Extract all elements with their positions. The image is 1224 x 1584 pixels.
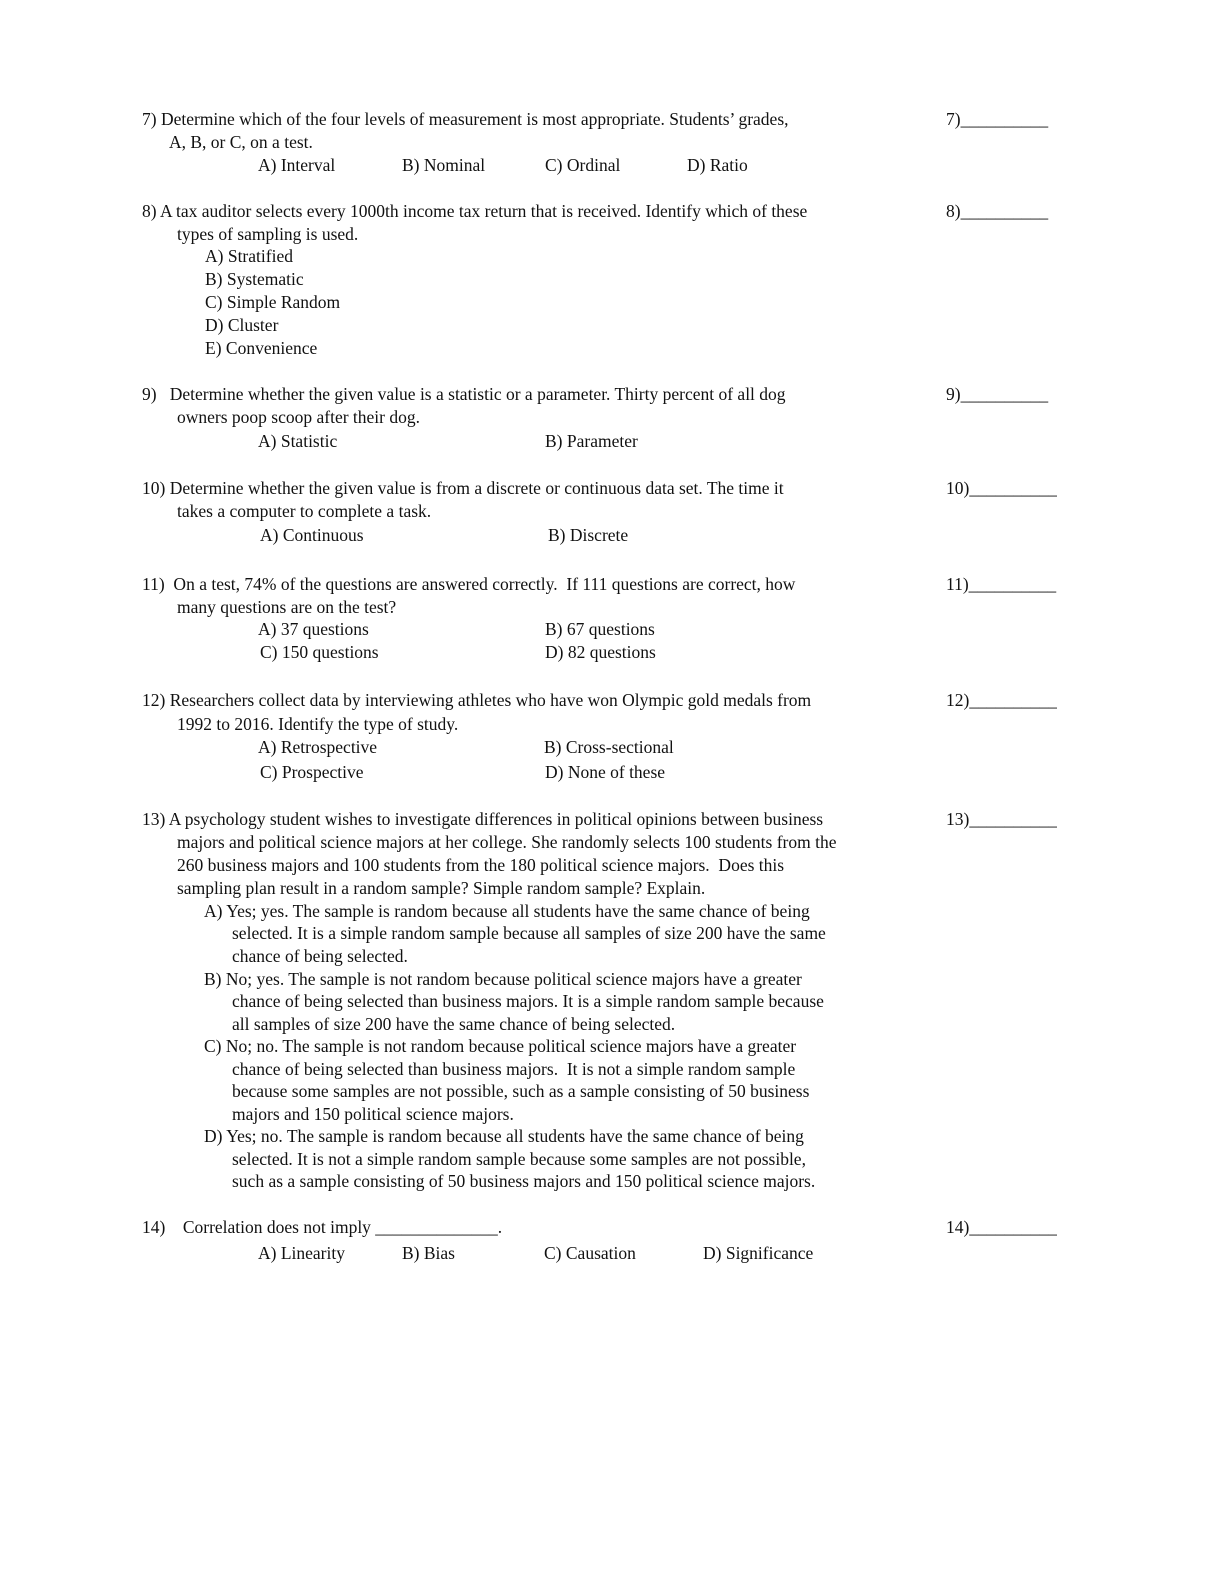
option-b-text: all samples of size 200 have the same chance of being selected. — [232, 1014, 676, 1034]
answer-blank[interactable]: 8)__________ — [946, 201, 1049, 221]
question-stem: 11) On a test, 74% of the questions are answered correctly. If 111 questions are correct, how — [142, 574, 796, 594]
option-d-text: selected. It is not a simple random sample because some samples are not possible, — [232, 1149, 806, 1169]
question-stem: 14) Correlation does not imply ______________. — [142, 1217, 503, 1237]
option-c: C) Causation — [544, 1243, 636, 1263]
question-stem: sampling plan result in a random sample? Simple random sample? Explain. — [177, 878, 706, 898]
option-a: A) 37 questions — [258, 619, 369, 639]
option-c-text: majors and 150 political science majors. — [232, 1104, 514, 1124]
question-stem: many questions are on the test? — [177, 597, 397, 617]
question-stem: 12) Researchers collect data by interviewing athletes who have won Olympic gold medals from — [142, 690, 812, 710]
option-d: D) Significance — [703, 1243, 814, 1263]
option-b: B) No; yes. The sample is not random because political science majors have a greater — [204, 969, 802, 989]
option-d: D) None of these — [545, 762, 666, 782]
option-b: B) Nominal — [402, 155, 486, 175]
option-a-text: chance of being selected. — [232, 946, 408, 966]
option-e: E) Convenience — [205, 338, 318, 358]
option-c: C) Ordinal — [545, 155, 621, 175]
option-b: B) Systematic — [205, 269, 304, 289]
option-b-text: chance of being selected than business majors. It is a simple random sample because — [232, 991, 824, 1011]
option-c: C) Simple Random — [205, 292, 341, 312]
question-stem: 9) Determine whether the given value is a statistic or a parameter. Thirty percent of all dog — [142, 384, 786, 404]
answer-blank[interactable]: 14)__________ — [946, 1217, 1057, 1237]
option-a: A) Linearity — [258, 1243, 345, 1263]
option-d: D) Cluster — [205, 315, 279, 335]
question-stem: majors and political science majors at her college. She randomly selects 100 students from the — [177, 832, 837, 852]
option-a: A) Continuous — [260, 525, 364, 545]
question-stem: A, B, or C, on a test. — [169, 132, 313, 152]
answer-blank[interactable]: 12)__________ — [946, 690, 1057, 710]
answer-blank[interactable]: 13)__________ — [946, 809, 1057, 829]
option-c-text: because some samples are not possible, such as a sample consisting of 50 business — [232, 1081, 810, 1101]
option-d-text: such as a sample consisting of 50 business majors and 150 political science majors. — [232, 1171, 816, 1191]
question-stem: 260 business majors and 100 students from the 180 political science majors. Does this — [177, 855, 785, 875]
answer-blank[interactable]: 9)__________ — [946, 384, 1049, 404]
option-b: B) Discrete — [548, 525, 629, 545]
option-c: C) 150 questions — [260, 642, 379, 662]
option-d: D) 82 questions — [545, 642, 656, 662]
question-stem: 8) A tax auditor selects every 1000th income tax return that is received. Identify which of these — [142, 201, 808, 221]
option-a: A) Yes; yes. The sample is random because all students have the same chance of being — [204, 901, 810, 921]
question-stem: types of sampling is used. — [177, 224, 359, 244]
option-a-text: selected. It is a simple random sample because all samples of size 200 have the same — [232, 923, 826, 943]
answer-blank[interactable]: 11)__________ — [946, 574, 1057, 594]
option-d: D) Yes; no. The sample is random because all students have the same chance of being — [204, 1126, 804, 1146]
option-c: C) Prospective — [260, 762, 364, 782]
option-c-text: chance of being selected than business majors. It is not a simple random sample — [232, 1059, 796, 1079]
option-a: A) Stratified — [205, 246, 293, 266]
question-stem: 1992 to 2016. Identify the type of study. — [177, 714, 459, 734]
option-a: A) Interval — [258, 155, 336, 175]
answer-blank[interactable]: 7)__________ — [946, 109, 1049, 129]
question-stem: owners poop scoop after their dog. — [177, 407, 420, 427]
option-a: A) Retrospective — [258, 737, 378, 757]
question-stem: 10) Determine whether the given value is from a discrete or continuous data set. The time it — [142, 478, 784, 498]
question-stem: 13) A psychology student wishes to investigate differences in political opinions between business — [142, 809, 824, 829]
question-stem: takes a computer to complete a task. — [177, 501, 432, 521]
option-c: C) No; no. The sample is not random because political science majors have a greater — [204, 1036, 797, 1056]
question-stem: 7) Determine which of the four levels of measurement is most appropriate. Students’ grades, — [142, 109, 789, 129]
option-b: B) Bias — [402, 1243, 455, 1263]
option-b: B) 67 questions — [545, 619, 655, 639]
option-b: B) Parameter — [545, 431, 638, 451]
option-d: D) Ratio — [687, 155, 748, 175]
option-a: A) Statistic — [258, 431, 338, 451]
option-b: B) Cross-sectional — [544, 737, 674, 757]
answer-blank[interactable]: 10)__________ — [946, 478, 1057, 498]
